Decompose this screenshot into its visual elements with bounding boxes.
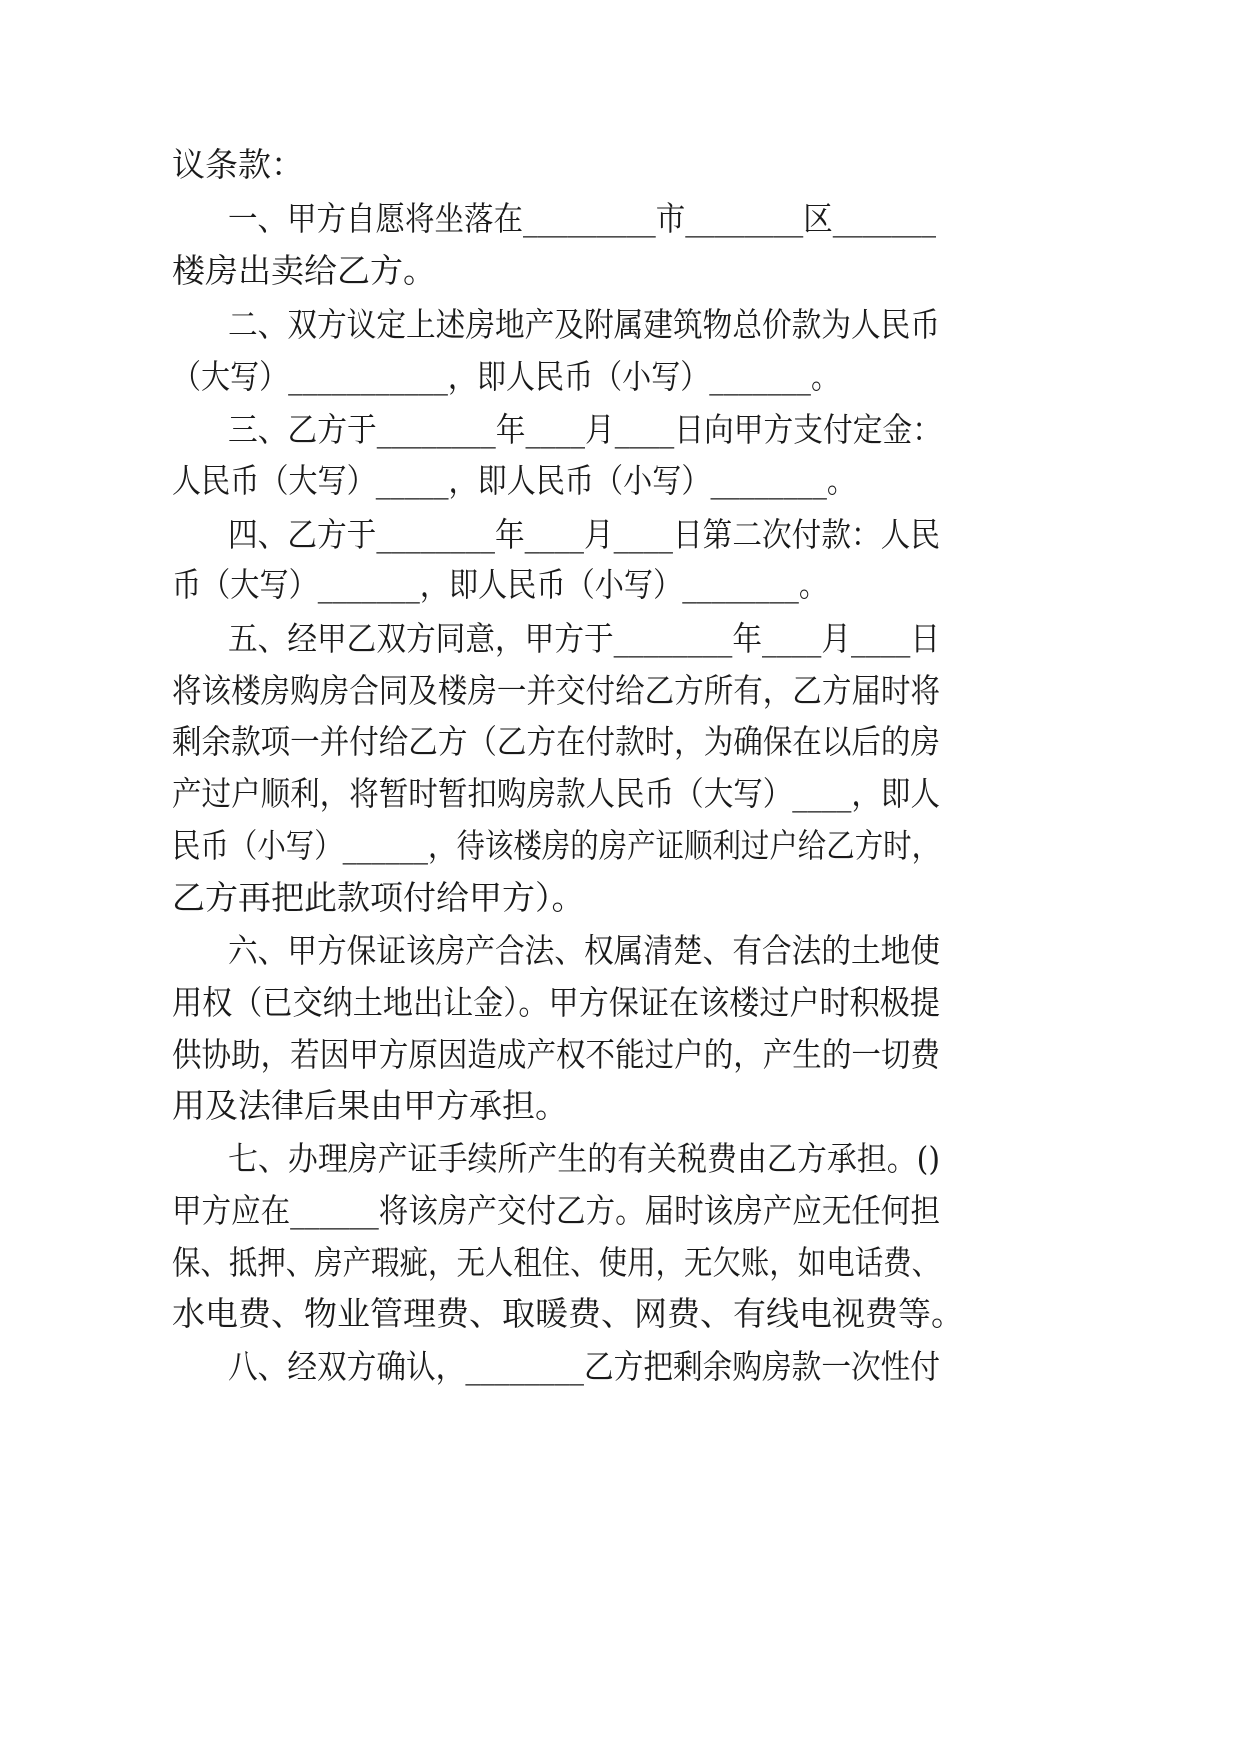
text-line: 二、双方议定上述房地产及附属建筑物总价款为人民币: [228, 305, 941, 344]
text-line: 用权（已交纳土地出让金）。甲方保证在该楼过户时积极提: [172, 983, 941, 1022]
text-line: 将该楼房购房合同及楼房一并交付给乙方所有，乙方届时将: [172, 671, 940, 710]
text-line: 议条款：: [172, 145, 304, 184]
text-line: 保、抵押、房产瑕疵，无人租住、使用，无欠账，如电话费、: [172, 1243, 941, 1282]
text-line: 五、经甲乙双方同意，甲方于________年____月____日: [228, 619, 941, 658]
text-line: 三、乙方于________年____月____日向甲方支付定金：: [228, 410, 942, 449]
text-line: 用及法律后果由甲方承担。: [172, 1086, 568, 1125]
text-line: 六、甲方保证该房产合法、权属清楚、有合法的土地使: [228, 931, 941, 970]
text-line: 供协助，若因甲方原因造成产权不能过户的，产生的一切费: [172, 1035, 940, 1074]
text-line: 剩余款项一并付给乙方（乙方在付款时，为确保在以后的房: [172, 722, 940, 761]
text-line: 产过户顺利，将暂时暂扣购房款人民币（大写）____，即人: [172, 774, 940, 813]
text-line: （大写）___________，即人民币（小写）_______。: [172, 357, 840, 396]
text-line: 甲方应在______将该房产交付乙方。届时该房产应无任何担: [172, 1191, 940, 1230]
text-line: 水电费、物业管理费、取暖费、网费、有线电视费等。: [172, 1294, 964, 1333]
text-line: 人民币（大写）_____，即人民币（小写）________。: [172, 461, 856, 500]
text-line: 民币（小写）______，待该楼房的房产证顺利过户给乙方时，: [172, 826, 941, 865]
text-line: 一、甲方自愿将坐落在_________市________区_______: [228, 199, 936, 238]
text-line: 四、乙方于________年____月____日第二次付款：人民: [228, 515, 941, 554]
text-line: 币（大写）_______，即人民币（小写）________。: [172, 565, 828, 604]
text-line: 乙方再把此款项付给甲方）。: [172, 878, 585, 917]
text-line: 楼房出卖给乙方。: [172, 251, 436, 290]
text-line: 八、经双方确认，________乙方把剩余购房款一次性付: [228, 1347, 941, 1386]
text-line: 七、办理房产证手续所产生的有关税费由乙方承担。(): [228, 1139, 941, 1178]
